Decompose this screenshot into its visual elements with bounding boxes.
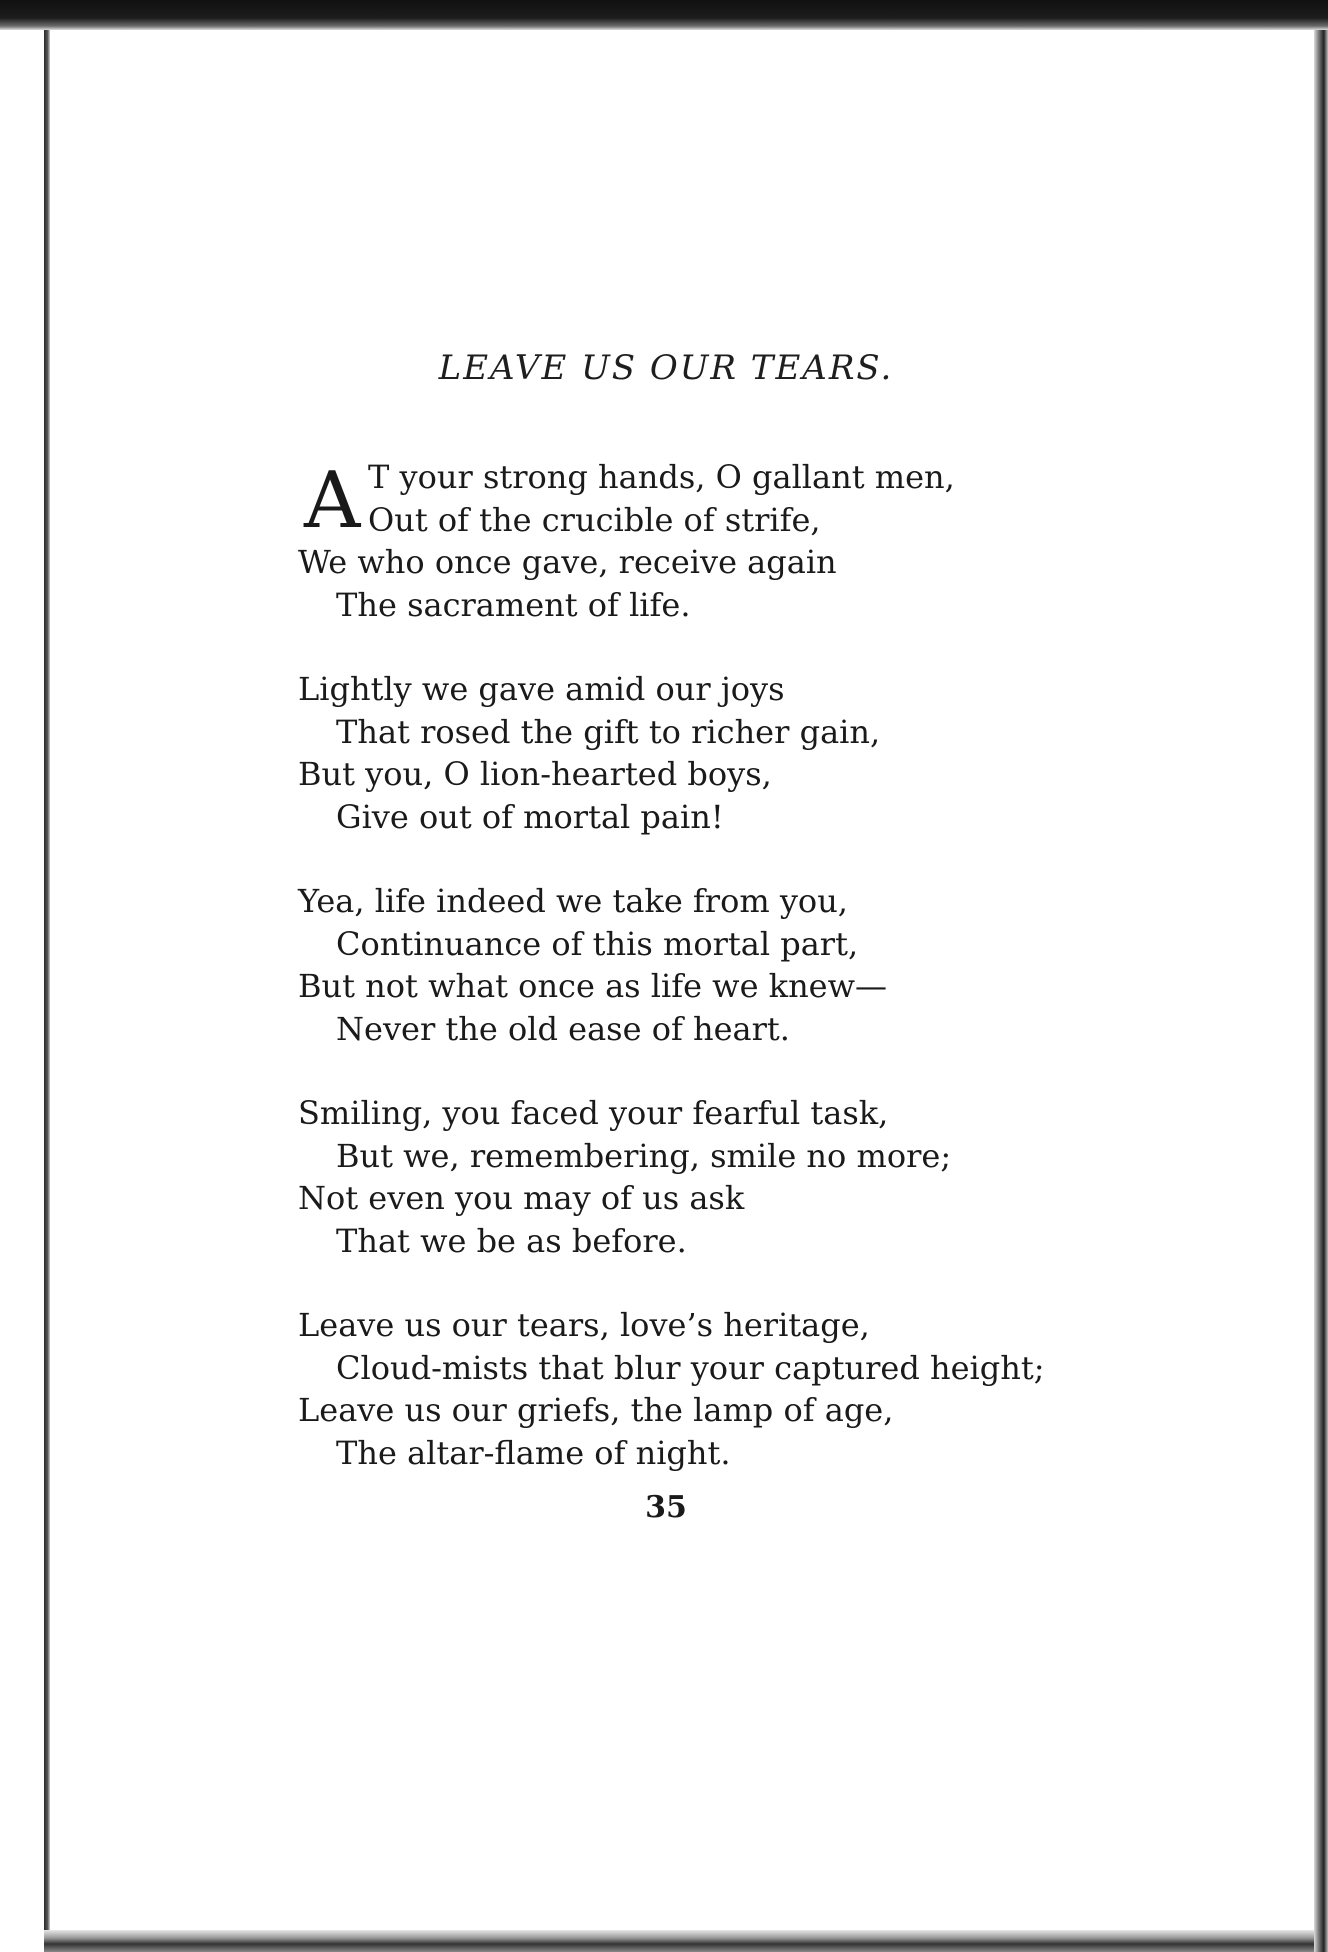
poem-line: Continuance of this mortal part, xyxy=(336,924,859,963)
poem-title: LEAVE US OUR TEARS. xyxy=(438,348,894,388)
poem-line: We who once gave, receive again xyxy=(298,543,837,581)
poem-line: The altar-flame of night. xyxy=(336,1433,731,1472)
poem-line: The sacrament of life. xyxy=(336,585,691,624)
poem-line: That rosed the gift to richer gain, xyxy=(336,712,881,751)
poem-line: Lightly we gave amid our joys xyxy=(298,670,785,708)
poem-line: Smiling, you faced your fearful task, xyxy=(298,1094,889,1132)
poem-line: But not what once as life we knew— xyxy=(298,967,887,1005)
poem-line: Leave us our tears, love’s heritage, xyxy=(298,1306,870,1344)
poem-line: Out of the crucible of strife, xyxy=(368,500,821,539)
poem-line-text: T your strong hands, O gallant men, xyxy=(368,458,955,496)
poem-line: Never the old ease of heart. xyxy=(336,1009,790,1048)
poem-line: Give out of mortal pain! xyxy=(336,797,724,836)
poem-line: But we, remembering, smile no more; xyxy=(336,1136,952,1175)
stanza-3 xyxy=(298,880,1198,1050)
poem-line: Cloud-mists that blur your captured height; xyxy=(336,1348,1045,1387)
book-page xyxy=(50,30,1314,1930)
page-number: 35 xyxy=(645,1490,687,1525)
stanza-1 xyxy=(298,456,1198,626)
stanza-5 xyxy=(298,1304,1198,1474)
stanza-4 xyxy=(298,1092,1198,1262)
poem-line: That we be as before. xyxy=(336,1221,687,1260)
poem-line: Not even you may of us ask xyxy=(298,1179,745,1217)
scan-bottom-border xyxy=(44,1930,1314,1952)
stanza-2 xyxy=(298,668,1198,838)
scan-top-border xyxy=(0,0,1328,30)
poem-line: Yea, life indeed we take from you, xyxy=(298,882,848,920)
poem-body xyxy=(298,456,1198,1516)
poem-line: But you, O lion-hearted boys, xyxy=(298,755,772,793)
poem-line: Leave us our griefs, the lamp of age, xyxy=(298,1391,894,1429)
scan-right-border xyxy=(1314,30,1328,1952)
drop-cap: A xyxy=(304,456,361,546)
